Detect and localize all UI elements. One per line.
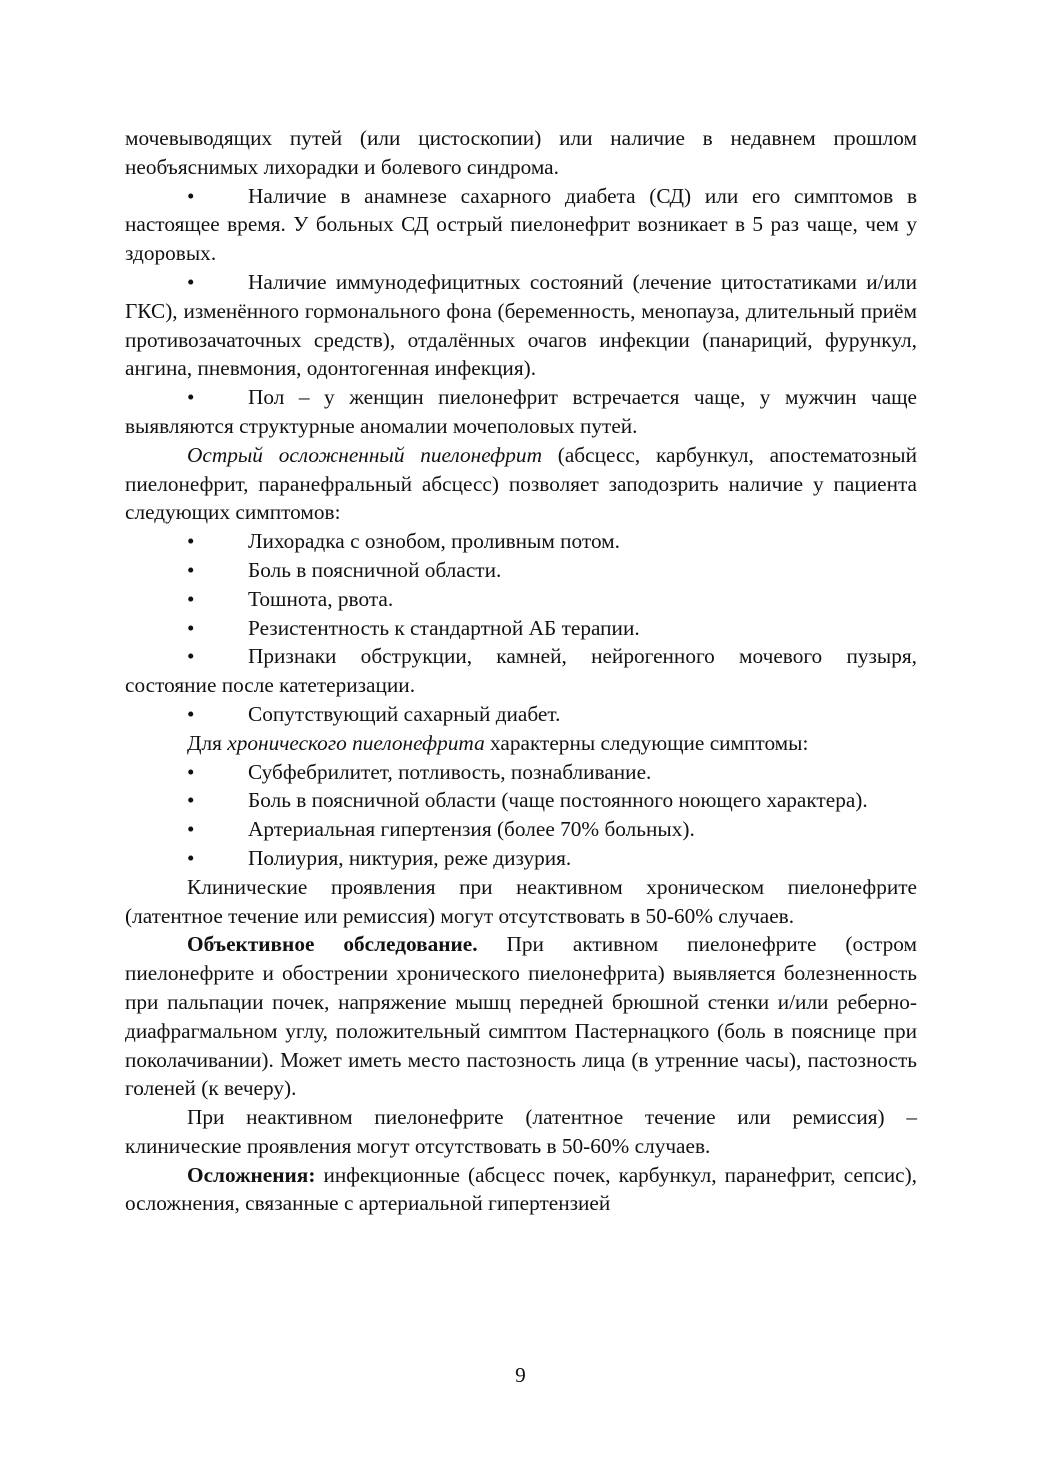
bullet-item-polyuria bbox=[125, 844, 917, 873]
page-number: 9 bbox=[515, 1363, 526, 1387]
paragraph-text: инфекционные (абсцесс почек, карбункул, паранефрит, сепсис), осложнения, связанные с артериальной гипертензией bbox=[125, 1162, 917, 1216]
bullet-item-fever bbox=[125, 527, 917, 556]
paragraph-chronic-intro bbox=[125, 729, 917, 758]
bullet-icon: • bbox=[187, 701, 195, 726]
bullet-item-subfebrile bbox=[125, 758, 917, 787]
bullet-item-sex bbox=[125, 383, 917, 441]
bullet-item-chronic-pain bbox=[125, 786, 917, 815]
paragraph-continuation: мочевыводящих путей (или цистоскопии) или наличие в недавнем прошлом необъяснимых лихорадки и болевого синдрома. bbox=[125, 126, 917, 179]
bullet-text: Субфебрилитет, потливость, познабливание. bbox=[248, 759, 652, 784]
italic-term: хронического пиелонефрита bbox=[227, 730, 485, 755]
bold-heading: Объективное обследование. bbox=[187, 932, 478, 957]
bullet-item-nausea bbox=[125, 585, 917, 614]
bullet-text: Боль в поясничной области. bbox=[248, 557, 502, 582]
bullet-icon: • bbox=[187, 615, 195, 640]
bullet-icon: • bbox=[187, 644, 195, 669]
bullet-icon: • bbox=[187, 759, 195, 784]
bullet-text: Наличие в анамнезе сахарного диабета (СД) или его симптомов в настоящее время. У больных СД острый пиелонефрит возникает в 5 раз чаще, чем у здоровых. bbox=[125, 183, 917, 266]
bullet-icon: • bbox=[187, 385, 195, 410]
bullet-icon: • bbox=[187, 183, 195, 208]
paragraph-text: При активном пиелонефрите (остром пиелонефрите и обострении хронического пиелонефрита) выявляется болезненность при пальпации почек, напряжение мышц передней брюшной стенки и/или реберно-диафрагмальном углу, положительный симптом Пастернацкого (боль в пояснице при поколачивании). Может иметь место пастозность лица (в утренние часы), пастозность голеней (к вечеру). bbox=[125, 932, 918, 1101]
bullet-icon: • bbox=[187, 269, 195, 294]
bullet-icon: • bbox=[187, 845, 195, 870]
bullet-item-resistance bbox=[125, 614, 917, 643]
bullet-text: Резистентность к стандартной АБ терапии. bbox=[248, 615, 640, 640]
paragraph-text: характерны следующие симптомы: bbox=[484, 730, 809, 755]
bullet-text: Артериальная гипертензия (более 70% больных). bbox=[248, 817, 695, 842]
bullet-icon: • bbox=[187, 529, 195, 554]
bullet-item-diabetes bbox=[125, 182, 917, 268]
bullet-item-lumbar-pain bbox=[125, 556, 917, 585]
paragraph-text: (абсцесс, карбункул, апостематозный пиелонефрит, паранефральный абсцесс) позволяет заподозрить наличие у пациента следующих симптомов: bbox=[125, 442, 918, 525]
paragraph-inactive-manifestations: Клинические проявления при неактивном хроническом пиелонефрите (латентное течение или ремиссия) могут отсутствовать в 50-60% случаев. bbox=[125, 874, 917, 928]
bullet-icon: • bbox=[187, 788, 195, 813]
bullet-text: Лихорадка с ознобом, проливным потом. bbox=[248, 529, 620, 554]
bold-heading: Осложнения: bbox=[187, 1162, 316, 1187]
paragraph-acute-complicated bbox=[125, 441, 917, 527]
italic-term: Острый осложненный пиелонефрит bbox=[187, 442, 542, 467]
bullet-item-immunodeficiency bbox=[125, 268, 917, 383]
bullet-text: Тошнота, рвота. bbox=[248, 586, 394, 611]
bullet-text: Боль в поясничной области (чаще постоянного ноющего характера). bbox=[248, 788, 868, 813]
page-body bbox=[125, 124, 917, 1218]
bullet-item-obstruction bbox=[125, 642, 917, 700]
paragraph-inactive-pyelonephritis: При неактивном пиелонефрите (латентное течение или ремиссия) – клинические проявления могут отсутствовать в 50-60% случаев. bbox=[125, 1105, 917, 1158]
bullet-text: Сопутствующий сахарный диабет. bbox=[248, 701, 561, 726]
bullet-text: Признаки обструкции, камней, нейрогенного мочевого пузыря, состояние после катетеризации. bbox=[125, 644, 917, 698]
bullet-icon: • bbox=[187, 586, 195, 611]
paragraph-text: Для bbox=[187, 730, 228, 755]
bullet-text: Полиурия, никтурия, реже дизурия. bbox=[248, 845, 572, 870]
bullet-item-comorbid-diabetes bbox=[125, 700, 917, 729]
bullet-text: Наличие иммунодефицитных состояний (лечение цитостатиками и/или ГКС), изменённого гормонального фона (беременность, менопауза, длительный приём противозачаточных средств), отдалённых очагов инфекции (панариций, фурункул, ангина, пневмония, одонтогенная инфекция). bbox=[125, 269, 917, 381]
bullet-icon: • bbox=[187, 817, 195, 842]
bullet-item-hypertension bbox=[125, 815, 917, 844]
paragraph-objective-exam bbox=[125, 930, 917, 1103]
bullet-icon: • bbox=[187, 557, 195, 582]
bullet-text: Пол – у женщин пиелонефрит встречается чаще, у мужчин чаще выявляются структурные аномалии мочеполовых путей. bbox=[125, 385, 917, 438]
paragraph-complications bbox=[125, 1161, 917, 1219]
